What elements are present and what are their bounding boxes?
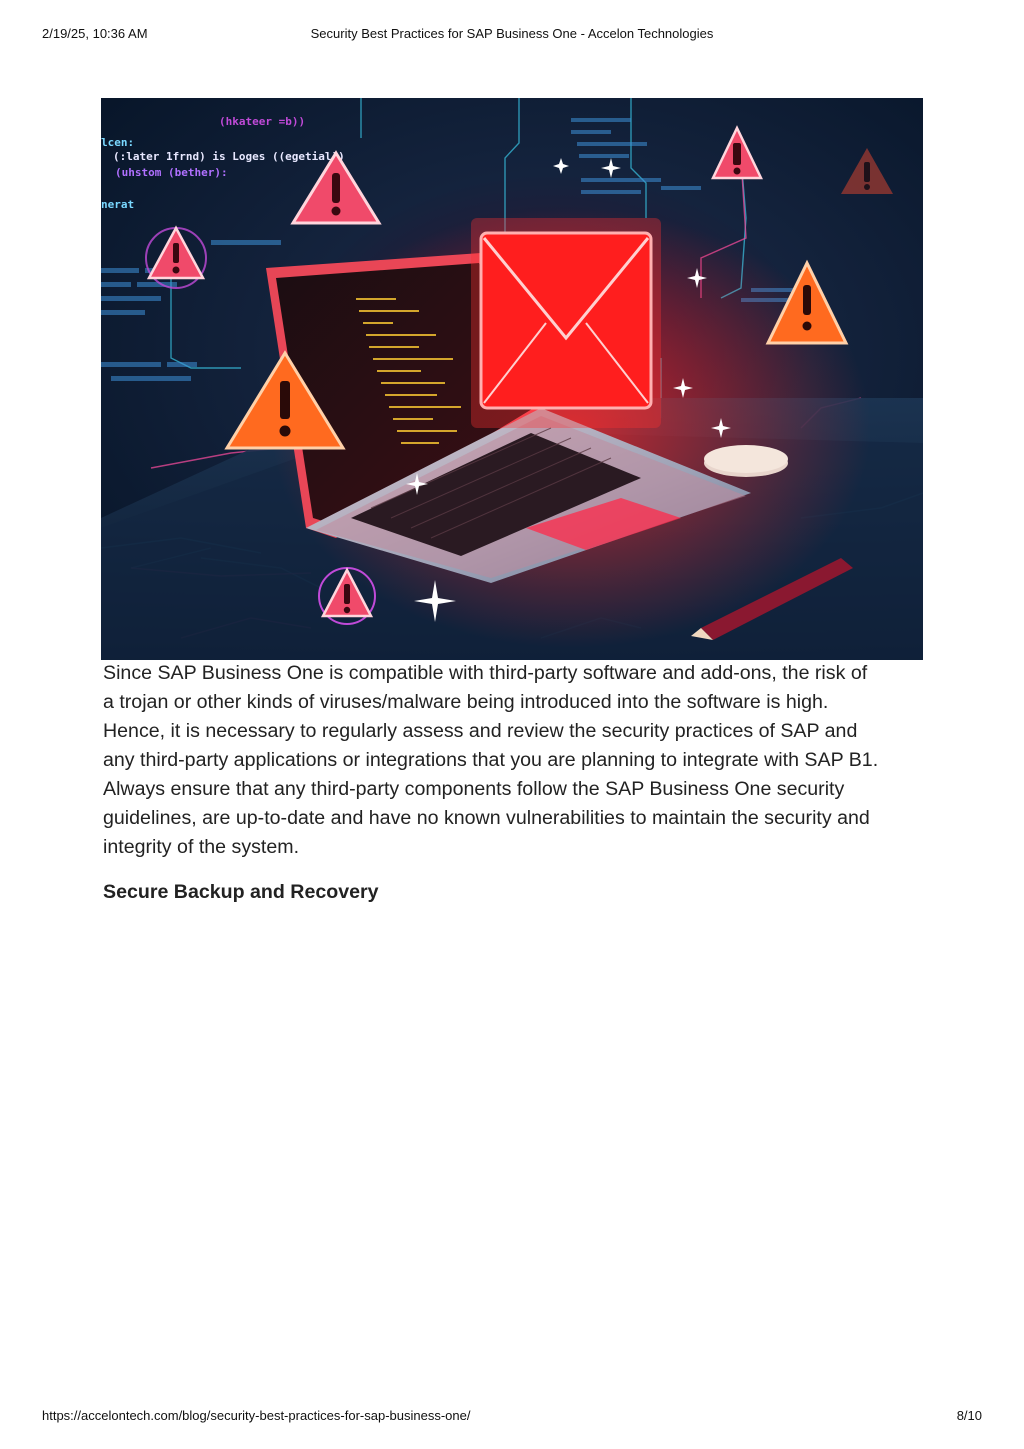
paragraph-line: any third-party applications or integrations that you are planning to integrate with SAP B1. xyxy=(103,749,879,771)
print-document-title: Security Best Practices for SAP Business One - Accelon Technologies xyxy=(310,26,714,41)
paragraph-line: Always ensure that any third-party components follow the SAP Business One security xyxy=(103,778,845,800)
security-illustration xyxy=(101,98,923,660)
svg-text:lcen:: lcen: xyxy=(101,136,135,149)
svg-text:nerat: nerat xyxy=(101,198,135,211)
svg-text:(uhstom (bether):: (uhstom (bether): xyxy=(115,166,228,179)
paragraph-line: a trojan or other kinds of viruses/malware being introduced into the software is high. xyxy=(103,691,829,713)
body-paragraph xyxy=(103,659,925,862)
paragraph-line: guidelines, are up-to-date and have no known vulnerabilities to maintain the security and xyxy=(103,807,870,829)
envelope-icon xyxy=(471,218,661,428)
page-number: 8/10 xyxy=(956,1408,982,1423)
print-header xyxy=(0,26,1024,42)
svg-text:(:later 1frnd) is Loges ((eget: (:later 1frnd) is Loges ((egetial)) xyxy=(113,150,345,163)
hero-image xyxy=(101,98,923,660)
page-url: https://accelontech.com/blog/security-best-practices-for-sap-business-one/ xyxy=(42,1408,471,1423)
svg-text:(hkateer =b)): (hkateer =b)) xyxy=(219,115,306,128)
print-date: 2/19/25, 10:36 AM xyxy=(42,26,148,41)
paragraph-line: Since SAP Business One is compatible with third-party software and add-ons, the risk of xyxy=(103,662,868,684)
paragraph-line: integrity of the system. xyxy=(103,836,300,858)
paragraph-line: Hence, it is necessary to regularly assess and review the security practices of SAP and xyxy=(103,720,858,742)
print-footer xyxy=(0,1408,1024,1424)
section-heading: Secure Backup and Recovery xyxy=(103,881,379,903)
